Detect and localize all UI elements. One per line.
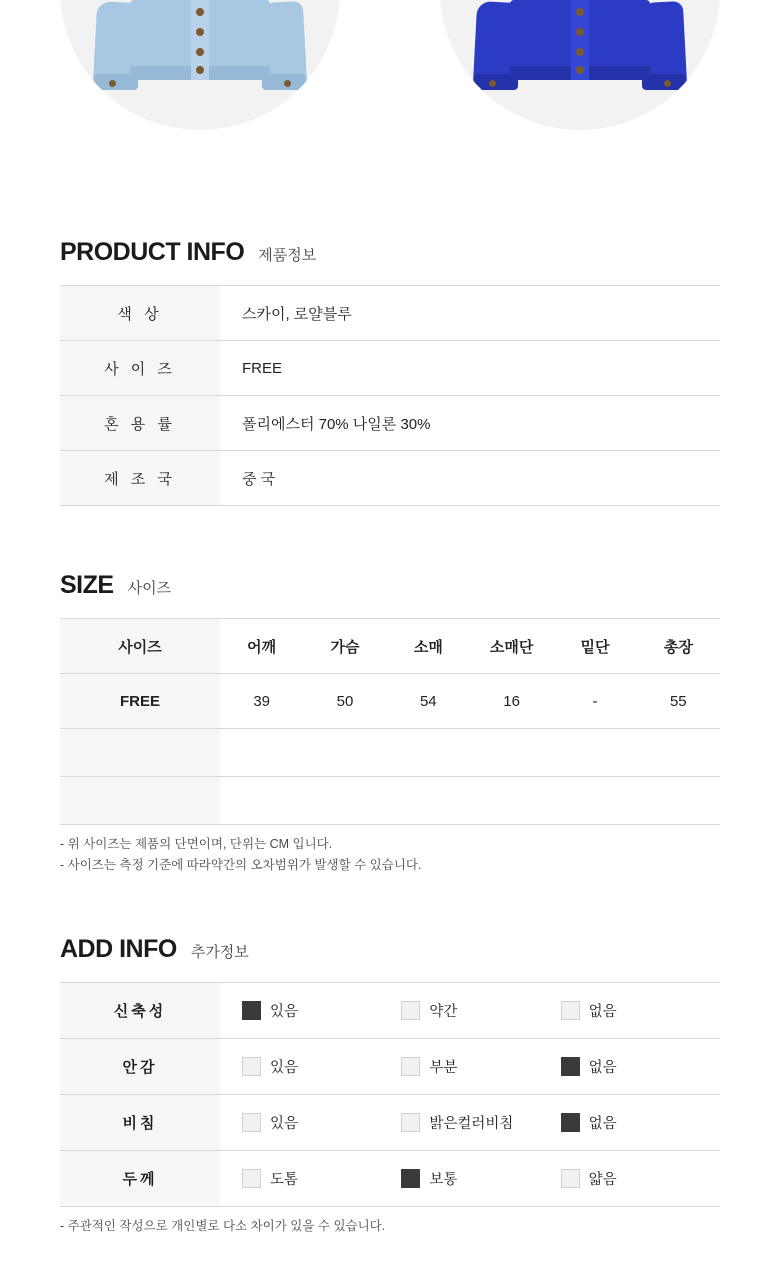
add-info-title-ko: 추가정보: [190, 944, 249, 962]
product-info-label: 색 상: [60, 286, 220, 341]
option-item: [401, 1056, 560, 1077]
checkbox-icon: [242, 1169, 261, 1188]
product-info-label: 사 이 즈: [60, 341, 220, 396]
product-info-value: 중 국: [220, 451, 720, 506]
table-row: [60, 983, 720, 1039]
table-row: [60, 286, 720, 341]
checkbox-icon: [561, 1113, 580, 1132]
size-header-cell: 밑단: [553, 619, 636, 674]
table-row: [60, 396, 720, 451]
add-info-note: - 주관적인 작성으로 개인별로 다소 차이가 있을 수 있습니다.: [60, 1219, 386, 1234]
add-info-table: [60, 982, 720, 1207]
size-heading: [60, 571, 720, 600]
option-item: [561, 1168, 720, 1189]
table-row: [60, 341, 720, 396]
option-label: 도톰: [270, 1172, 299, 1189]
option-item: [561, 1112, 720, 1133]
size-cell: 55: [637, 674, 720, 729]
checkbox-icon: [242, 1057, 261, 1076]
option-item: [242, 1112, 401, 1133]
product-info-value: FREE: [220, 341, 720, 396]
option-item: [401, 1168, 560, 1189]
size-notes: [60, 834, 720, 875]
option-label: 있음: [270, 1004, 299, 1021]
size-header-cell: 소매단: [470, 619, 553, 674]
option-label: 밝은컬러비침: [429, 1116, 514, 1133]
size-table: [60, 618, 720, 825]
table-row: [60, 451, 720, 506]
option-label: 있음: [270, 1060, 299, 1077]
option-item: [401, 1000, 560, 1021]
option-item: [242, 1056, 401, 1077]
option-label: 부분: [429, 1060, 458, 1077]
option-item: [561, 1056, 720, 1077]
product-info-title-ko: 제품정보: [258, 247, 317, 264]
checkbox-icon: [242, 1113, 261, 1132]
product-image-banner: [0, 0, 780, 150]
table-row-empty: [60, 777, 720, 825]
size-header-cell: 가슴: [303, 619, 386, 674]
size-cell: 54: [387, 674, 470, 729]
option-label: 없음: [588, 1116, 617, 1133]
size-cell: -: [553, 674, 636, 729]
table-row: [60, 1039, 720, 1095]
size-header-cell: 사이즈: [60, 619, 220, 674]
option-label: 보통: [429, 1172, 458, 1189]
size-cell: 39: [220, 674, 303, 729]
product-info-label: 제 조 국: [60, 451, 220, 506]
option-label: 약간: [429, 1004, 458, 1021]
product-info-value: 스카이, 로얄블루: [220, 286, 720, 341]
checkbox-icon: [561, 1001, 580, 1020]
add-info-label: 두께: [60, 1151, 220, 1207]
checkbox-icon: [401, 1169, 420, 1188]
product-photo-royal-blue: [440, 0, 720, 130]
size-cell: 16: [470, 674, 553, 729]
add-info-title-en: ADD INFO: [60, 935, 177, 964]
size-note-line: - 사이즈는 측정 기준에 따라약간의 오차범위가 발생할 수 있습니다.: [60, 857, 422, 872]
size-section: [0, 571, 780, 875]
size-cell: FREE: [60, 674, 220, 729]
product-photo-sky: [60, 0, 340, 130]
option-item: [401, 1112, 560, 1133]
add-info-options: [220, 1095, 720, 1151]
option-item: [561, 1000, 720, 1021]
product-info-value: 폴리에스터 70% 나일론 30%: [220, 396, 720, 451]
table-row: [60, 1095, 720, 1151]
option-label: 없음: [588, 1060, 617, 1077]
add-info-label: 비침: [60, 1095, 220, 1151]
option-label: 있음: [270, 1116, 299, 1133]
option-label: 없음: [588, 1004, 617, 1021]
size-cell: 50: [303, 674, 386, 729]
option-item: [242, 1168, 401, 1189]
table-row: [60, 1151, 720, 1207]
add-info-options: [220, 1039, 720, 1095]
add-info-section: [0, 935, 780, 1237]
cardigan-illustration-royal-blue: [475, 0, 685, 120]
option-label: 얇음: [588, 1172, 617, 1189]
checkbox-icon: [561, 1057, 580, 1076]
option-item: [242, 1000, 401, 1021]
cardigan-illustration-sky: [95, 0, 305, 120]
add-info-options: [220, 1151, 720, 1207]
add-info-heading: [60, 935, 720, 964]
product-info-label: 혼 용 률: [60, 396, 220, 451]
table-header-row: [60, 619, 720, 674]
checkbox-icon: [401, 1057, 420, 1076]
table-row-empty: [60, 729, 720, 777]
add-info-label: 신축성: [60, 983, 220, 1039]
product-info-title-en: PRODUCT INFO: [60, 238, 245, 266]
checkbox-icon: [561, 1169, 580, 1188]
add-info-label: 안감: [60, 1039, 220, 1095]
checkbox-icon: [401, 1001, 420, 1020]
size-title-ko: 사이즈: [127, 580, 172, 597]
product-info-section: [0, 238, 780, 506]
add-info-options: [220, 983, 720, 1039]
table-row: [60, 674, 720, 729]
size-header-cell: 어깨: [220, 619, 303, 674]
checkbox-icon: [242, 1001, 261, 1020]
checkbox-icon: [401, 1113, 420, 1132]
product-info-heading: [60, 238, 720, 267]
size-header-cell: 총장: [637, 619, 720, 674]
size-note-line: - 위 사이즈는 제품의 단면이며, 단위는 CM 입니다.: [60, 837, 333, 851]
product-info-table: [60, 285, 720, 506]
size-title-en: SIZE: [60, 571, 114, 599]
size-header-cell: 소매: [387, 619, 470, 674]
